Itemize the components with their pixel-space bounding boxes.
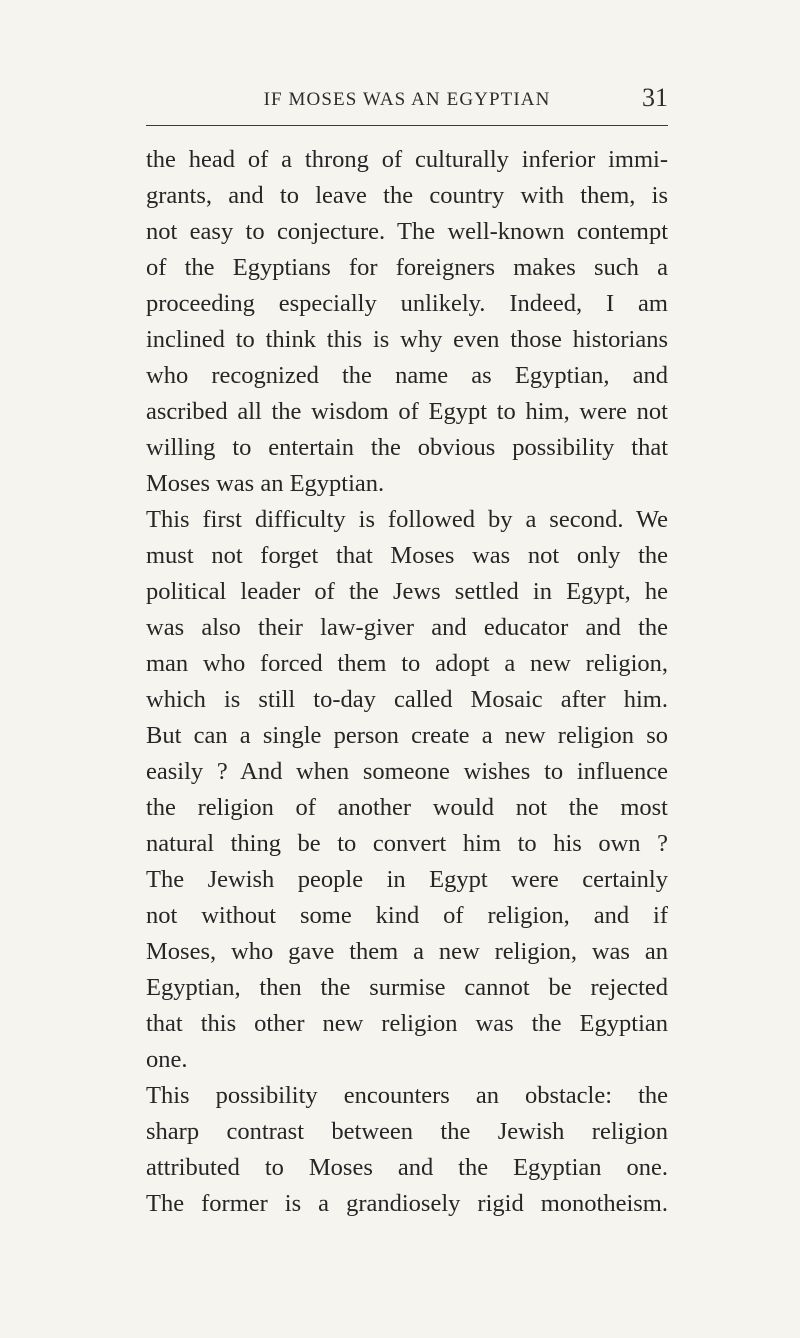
text-line: The former is a grandiosely rigid monotheism. [146, 1190, 668, 1217]
text-line: sharp contrast between the Jewish religion [146, 1118, 668, 1145]
text-line: that this other new religion was the Egyptian [146, 1010, 668, 1037]
text-line: the religion of another would not the most [146, 794, 668, 821]
text-line: one. [146, 1046, 188, 1073]
text-line: willing to entertain the obvious possibility that [146, 434, 668, 461]
text-line: not without some kind of religion, and if [146, 902, 668, 929]
text-line: attributed to Moses and the Egyptian one. [146, 1154, 668, 1181]
text-line: Moses, who gave them a new religion, was an [146, 938, 668, 965]
text-line: the head of a throng of culturally inferior immi- [146, 146, 668, 173]
text-line: man who forced them to adopt a new religion, [146, 650, 668, 677]
text-line: grants, and to leave the country with them, is [146, 182, 668, 209]
text-line: political leader of the Jews settled in Egypt, he [146, 578, 668, 605]
text-line: must not forget that Moses was not only the [146, 542, 668, 569]
text-line: But can a single person create a new religion so [146, 722, 668, 749]
text-line: This first difficulty is followed by a second. We [146, 506, 668, 533]
text-line: easily ? And when someone wishes to influence [146, 758, 668, 785]
text-line: not easy to conjecture. The well-known contempt [146, 218, 668, 245]
page-number: 31 [642, 83, 668, 112]
text-line: This possibility encounters an obstacle: the [146, 1082, 668, 1109]
text-line: proceeding especially unlikely. Indeed, I am [146, 290, 668, 317]
text-line: who recognized the name as Egyptian, and [146, 362, 668, 389]
body-text [146, 142, 668, 1222]
text-line: ascribed all the wisdom of Egypt to him, were not [146, 398, 668, 425]
text-line: was also their law-giver and educator and the [146, 614, 668, 641]
text-line: which is still to-day called Mosaic after him. [146, 686, 668, 713]
running-head [146, 84, 668, 116]
header-rule [146, 125, 668, 126]
text-line: The Jewish people in Egypt were certainly [146, 866, 668, 893]
text-line: natural thing be to convert him to his own ? [146, 830, 668, 857]
running-title: IF MOSES WAS AN EGYPTIAN [263, 89, 551, 110]
text-line: Moses was an Egyptian. [146, 470, 385, 497]
text-line: inclined to think this is why even those historians [146, 326, 668, 353]
text-line: of the Egyptians for foreigners makes such a [146, 254, 668, 281]
text-line: Egyptian, then the surmise cannot be rejected [146, 974, 668, 1001]
